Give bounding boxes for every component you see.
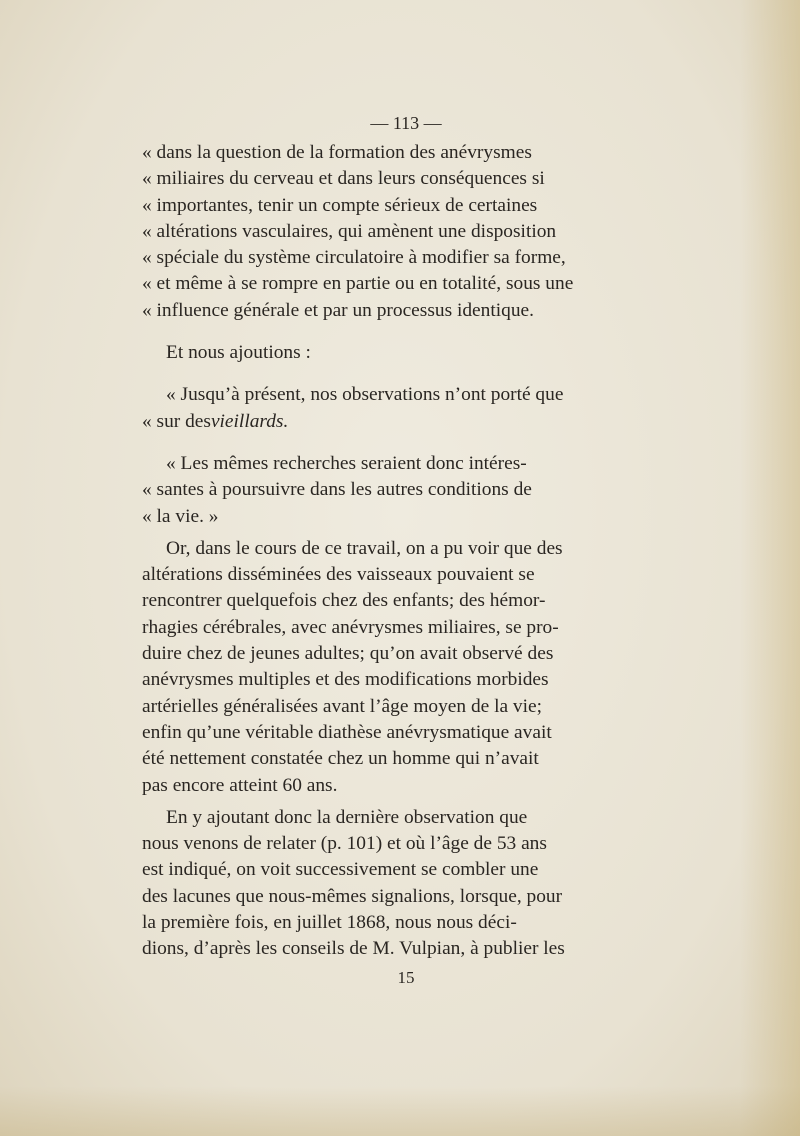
text-line: la première fois, en juillet 1868, nous nous déci- (142, 912, 517, 934)
quote-block-3 (142, 451, 670, 530)
text-line: « spéciale du système circulatoire à modifier sa forme, (142, 247, 566, 269)
text-line: duire chez de jeunes adultes; qu’on avait observé des (142, 643, 554, 665)
paper-edge-right (740, 0, 800, 1136)
text-line: « miliaires du cerveau et dans leurs conséquences si (142, 168, 545, 190)
quote-block-1 (142, 140, 670, 324)
text-line: « Les mêmes recherches seraient donc intéres- (166, 452, 527, 474)
text-line: « altérations vasculaires, qui amènent une disposition (142, 220, 557, 242)
text-line: enfin qu’une véritable diathèse anévrysmatique avait (142, 721, 552, 743)
paragraph-1 (142, 536, 670, 799)
text-line: pas encore atteint 60 ans. (142, 774, 338, 796)
text-line: été nettement constatée chez un homme qui n’avait (142, 748, 539, 770)
italic-word: vieillards. (210, 410, 289, 432)
text-line: est indiqué, on voit successivement se combler une (142, 859, 539, 881)
quote-block-2 (142, 382, 670, 435)
paragraph-2 (142, 805, 670, 963)
text-line: rencontrer quelquefois chez des enfants; des hémor- (142, 590, 546, 612)
text-line: « importantes, tenir un compte sérieux de certaines (142, 194, 538, 216)
signature-mark: 15 (397, 967, 415, 987)
text-line: « et même à se rompre en partie ou en totalité, sous une (142, 273, 574, 295)
text-line: « santes à poursuivre dans les autres conditions de (142, 479, 532, 501)
text-line: « dans la question de la formation des anévrysmes (142, 142, 532, 163)
text-line: En y ajoutant donc la dernière observation que (166, 806, 528, 828)
text-line: altérations disséminées des vaisseaux pouvaient se (142, 564, 535, 586)
text-line: « Jusqu’à présent, nos observations n’ont porté que (166, 384, 564, 406)
text-line: nous venons de relater (p. 101) et où l’âge de 53 ans (142, 833, 547, 855)
text-line: anévrysmes multiples et des modifications morbides (142, 669, 549, 691)
text-line: Or, dans le cours de ce travail, on a pu voir que des (166, 537, 563, 559)
text-line: rhagies cérébrales, avec anévrysmes miliaires, se pro- (142, 616, 559, 638)
intro-line: Et nous ajoutions : (166, 342, 311, 364)
text-fragment: « sur des (142, 410, 211, 432)
text-line: dions, d’après les conseils de M. Vulpian, à publier les (142, 938, 565, 960)
page-number: — 113 — (370, 113, 442, 133)
page-text (142, 110, 670, 991)
paper-edge-bottom (0, 1086, 800, 1136)
text-line: « la vie. » (142, 505, 219, 527)
text-line: artérielles généralisées avant l’âge moyen de la vie; (142, 695, 543, 717)
text-line (142, 409, 670, 435)
text-line: des lacunes que nous-mêmes signalions, lorsque, pour (142, 885, 563, 907)
text-line: « influence générale et par un processus identique. (142, 299, 534, 321)
